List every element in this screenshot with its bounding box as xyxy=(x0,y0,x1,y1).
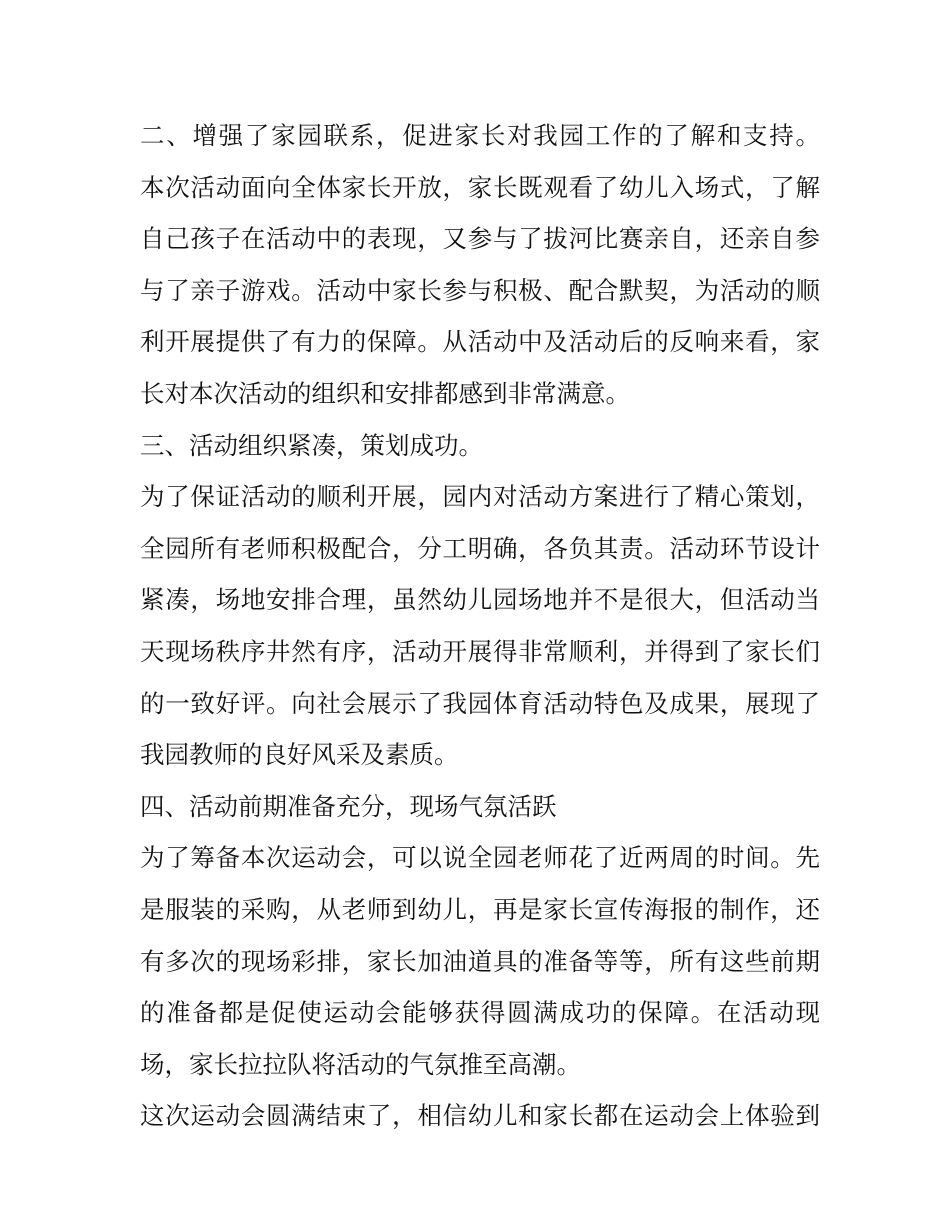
section-heading: 三、活动组织紧凑，策划成功。 xyxy=(140,430,483,460)
text-line: 场，家长拉拉队将活动的气氛推至高潮。 xyxy=(140,1049,581,1079)
body-text xyxy=(140,110,820,1142)
text-line: 与了亲子游戏。活动中家长参与积极、配合默契，为活动的顺 xyxy=(140,275,820,305)
text-line: 我园教师的良好风采及素质。 xyxy=(140,740,459,770)
text-line: 为了保证活动的顺利开展，园内对活动方案进行了精心策划， xyxy=(140,482,820,512)
text-line: 长对本次活动的组织和安排都感到非常满意。 xyxy=(140,378,630,408)
text-line: 二、增强了家园联系，促进家长对我园工作的了解和支持。 xyxy=(140,121,820,150)
section-heading: 四、活动前期准备充分，现场气氛活跃 xyxy=(140,791,557,821)
text-line: 为了筹备本次运动会，可以说全园老师花了近两周的时间。先 xyxy=(140,843,820,873)
text-line: 天现场秩序井然有序，活动开展得非常顺利，并得到了家长们 xyxy=(140,636,820,666)
text-line: 利开展提供了有力的保障。从活动中及活动后的反响来看，家 xyxy=(140,327,820,357)
text-line: 紧凑，场地安排合理，虽然幼儿园场地并不是很大，但活动当 xyxy=(140,585,820,615)
text-line: 是服装的采购，从老师到幼儿，再是家长宣传海报的制作，还 xyxy=(140,894,820,924)
text-line: 本次活动面向全体家长开放，家长既观看了幼儿入场式，了解 xyxy=(140,172,820,202)
text-line: 的准备都是促使运动会能够获得圆满成功的保障。在活动现 xyxy=(140,998,820,1028)
text-line: 的一致好评。向社会展示了我园体育活动特色及成果，展现了 xyxy=(140,688,820,718)
text-line: 自己孩子在活动中的表现，又参与了拔河比赛亲自，还亲自参 xyxy=(140,224,820,254)
text-line: 有多次的现场彩排，家长加油道具的准备等等，所有这些前期 xyxy=(140,946,820,976)
text-line: 全园所有老师积极配合，分工明确，各负其责。活动环节设计 xyxy=(140,533,820,563)
text-line: 这次运动会圆满结束了，相信幼儿和家长都在运动会上体验到 xyxy=(140,1101,820,1131)
